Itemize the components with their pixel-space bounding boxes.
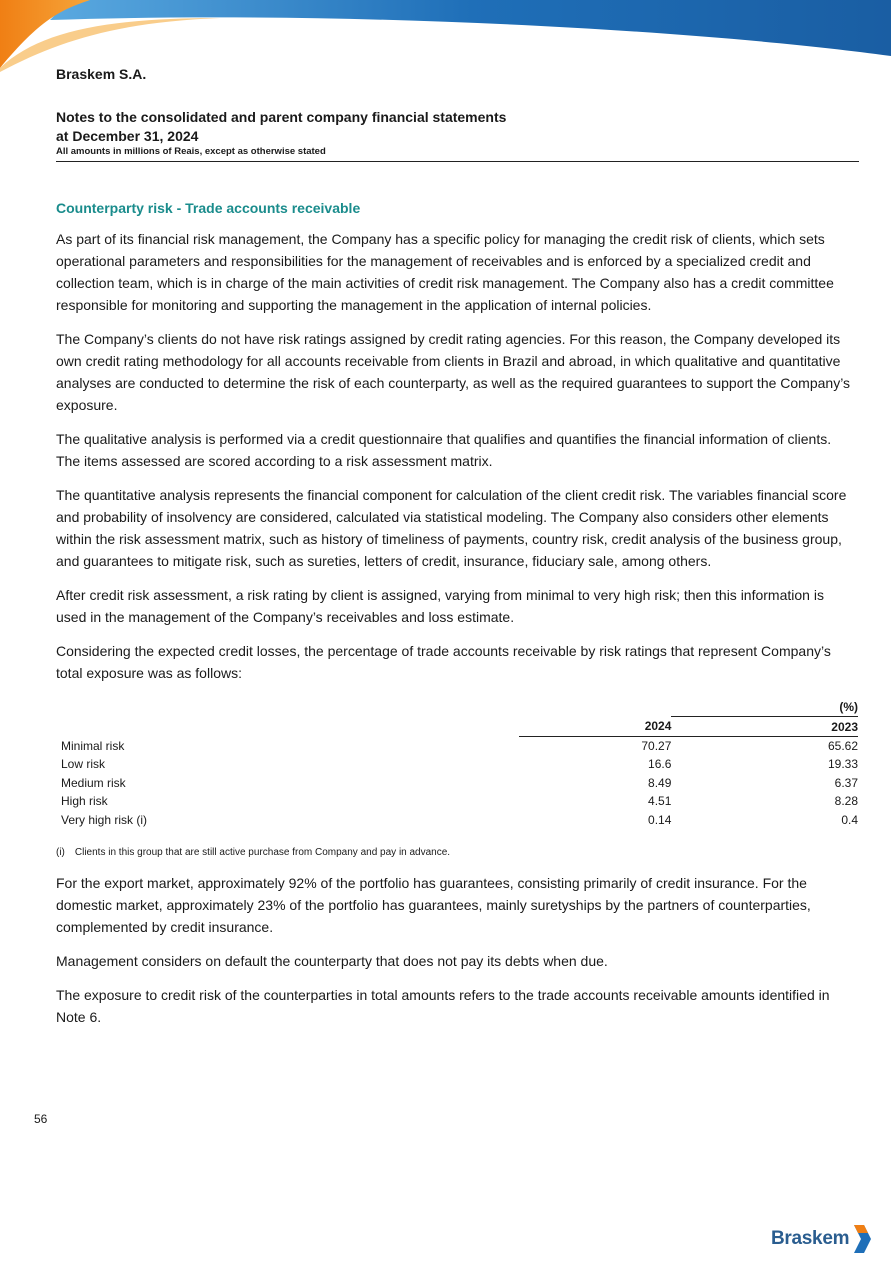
value-2023: 19.33 — [827, 757, 858, 772]
table-footnote — [56, 847, 856, 858]
paragraph: For the export market, approximately 92% of the portfolio has guarantees, consisting primarily of credit insurance. For the domestic market, approximately 23% of the portfolio has guarantees, mainly suretyships by the partners of counterparties, complemented by credit insurance. — [56, 874, 811, 935]
value-2023: 6.37 — [834, 775, 858, 790]
document-title-line-1: Notes to the consolidated and parent company financial statements — [56, 109, 507, 125]
risk-rating-table — [56, 698, 858, 829]
value-2024: 4.51 — [648, 794, 672, 809]
paragraph: After credit risk assessment, a risk rating by client is assigned, varying from minimal to very high risk; then this information is used in the management of the Company’s receivables and loss estimate. — [56, 587, 824, 625]
year-header-2024: 2024 — [519, 717, 672, 736]
table-row — [56, 774, 858, 792]
year-header-2023: 2023 — [671, 717, 858, 736]
table-row — [56, 810, 858, 828]
table-row — [56, 792, 858, 810]
logo-wordmark: Braskem — [771, 1228, 850, 1249]
logo-chevron-icon — [852, 1224, 872, 1254]
amounts-note: All amounts in millions of Reais, except as otherwise stated — [56, 146, 326, 157]
paragraph: As part of its financial risk management, the Company has a specific policy for managing the credit risk of clients, which sets operational parameters and responsibilities for the management of receivables and is enforced by a specialized credit and collection team, which is in charge of the main activities of credit risk management. The Company also has a credit committee responsible for monitoring and supporting the management in the application of internal policies. — [56, 231, 834, 313]
value-2024: 8.49 — [648, 775, 672, 790]
paragraph: Considering the expected credit losses, the percentage of trade accounts receivable by risk ratings that represent Company’s total exposure was as follows: — [56, 643, 831, 681]
page-number: 56 — [34, 1112, 48, 1126]
value-2023: 0.4 — [841, 812, 858, 827]
paragraph: The exposure to credit risk of the counterparties in total amounts refers to the trade accounts receivable amounts identified in Note 6. — [56, 986, 830, 1025]
value-2024: 16.6 — [648, 757, 672, 772]
value-2023: 8.28 — [834, 794, 858, 809]
section-heading: Counterparty risk - Trade accounts receivable — [56, 200, 361, 216]
company-name: Braskem S.A. — [56, 66, 147, 82]
value-2023: 65.62 — [827, 738, 858, 753]
row-label: Very high risk (i) — [61, 812, 148, 827]
row-label: Minimal risk — [61, 738, 125, 753]
row-label: Low risk — [61, 757, 106, 772]
value-2024: 70.27 — [641, 738, 672, 753]
paragraph: The Company’s clients do not have risk ratings assigned by credit rating agencies. For this reason, the Company developed its own credit rating methodology for all accounts receivable from clients in Brazil and abroad, in which qualitative and quantitative analyses are conducted to determine the risk of each counterparty, as well as the required guarantees to support the Company’s exposure. — [56, 331, 851, 413]
main-content — [56, 200, 856, 1040]
unit-label: (%) — [671, 698, 858, 717]
table-row — [56, 755, 858, 773]
table-unit-row — [56, 698, 858, 717]
paragraph: The qualitative analysis is performed via a credit questionnaire that qualifies and quantifies the financial information of clients. The items assessed are scored according to a risk assessment matrix. — [56, 431, 832, 469]
footnote-marker: (i) — [56, 846, 65, 858]
document-title — [56, 108, 506, 146]
value-2024: 0.14 — [648, 812, 672, 827]
paragraph: The quantitative analysis represents the financial component for calculation of the client credit risk. The variables financial score and probability of insolvency are considered, calculated via statistical modeling. The Company also considers other elements within the risk assessment matrix, such as history of timeliness of payments, country risk, credit analysis of the business group, and guarantees to mitigate risk, such as sureties, letters of credit, insurance, fiduciary sale, among others. — [56, 487, 847, 569]
row-label: Medium risk — [61, 775, 126, 790]
header-divider — [56, 161, 859, 162]
document-title-line-2: at December 31, 2024 — [56, 128, 199, 144]
footnote-text: Clients in this group that are still active purchase from Company and pay in advance. — [74, 846, 451, 858]
table-header-row — [56, 717, 858, 736]
paragraph: Management considers on default the counterparty that does not pay its debts when due. — [56, 952, 608, 969]
braskem-logo — [771, 1224, 872, 1254]
table-row — [56, 736, 858, 755]
row-label: High risk — [61, 794, 108, 809]
